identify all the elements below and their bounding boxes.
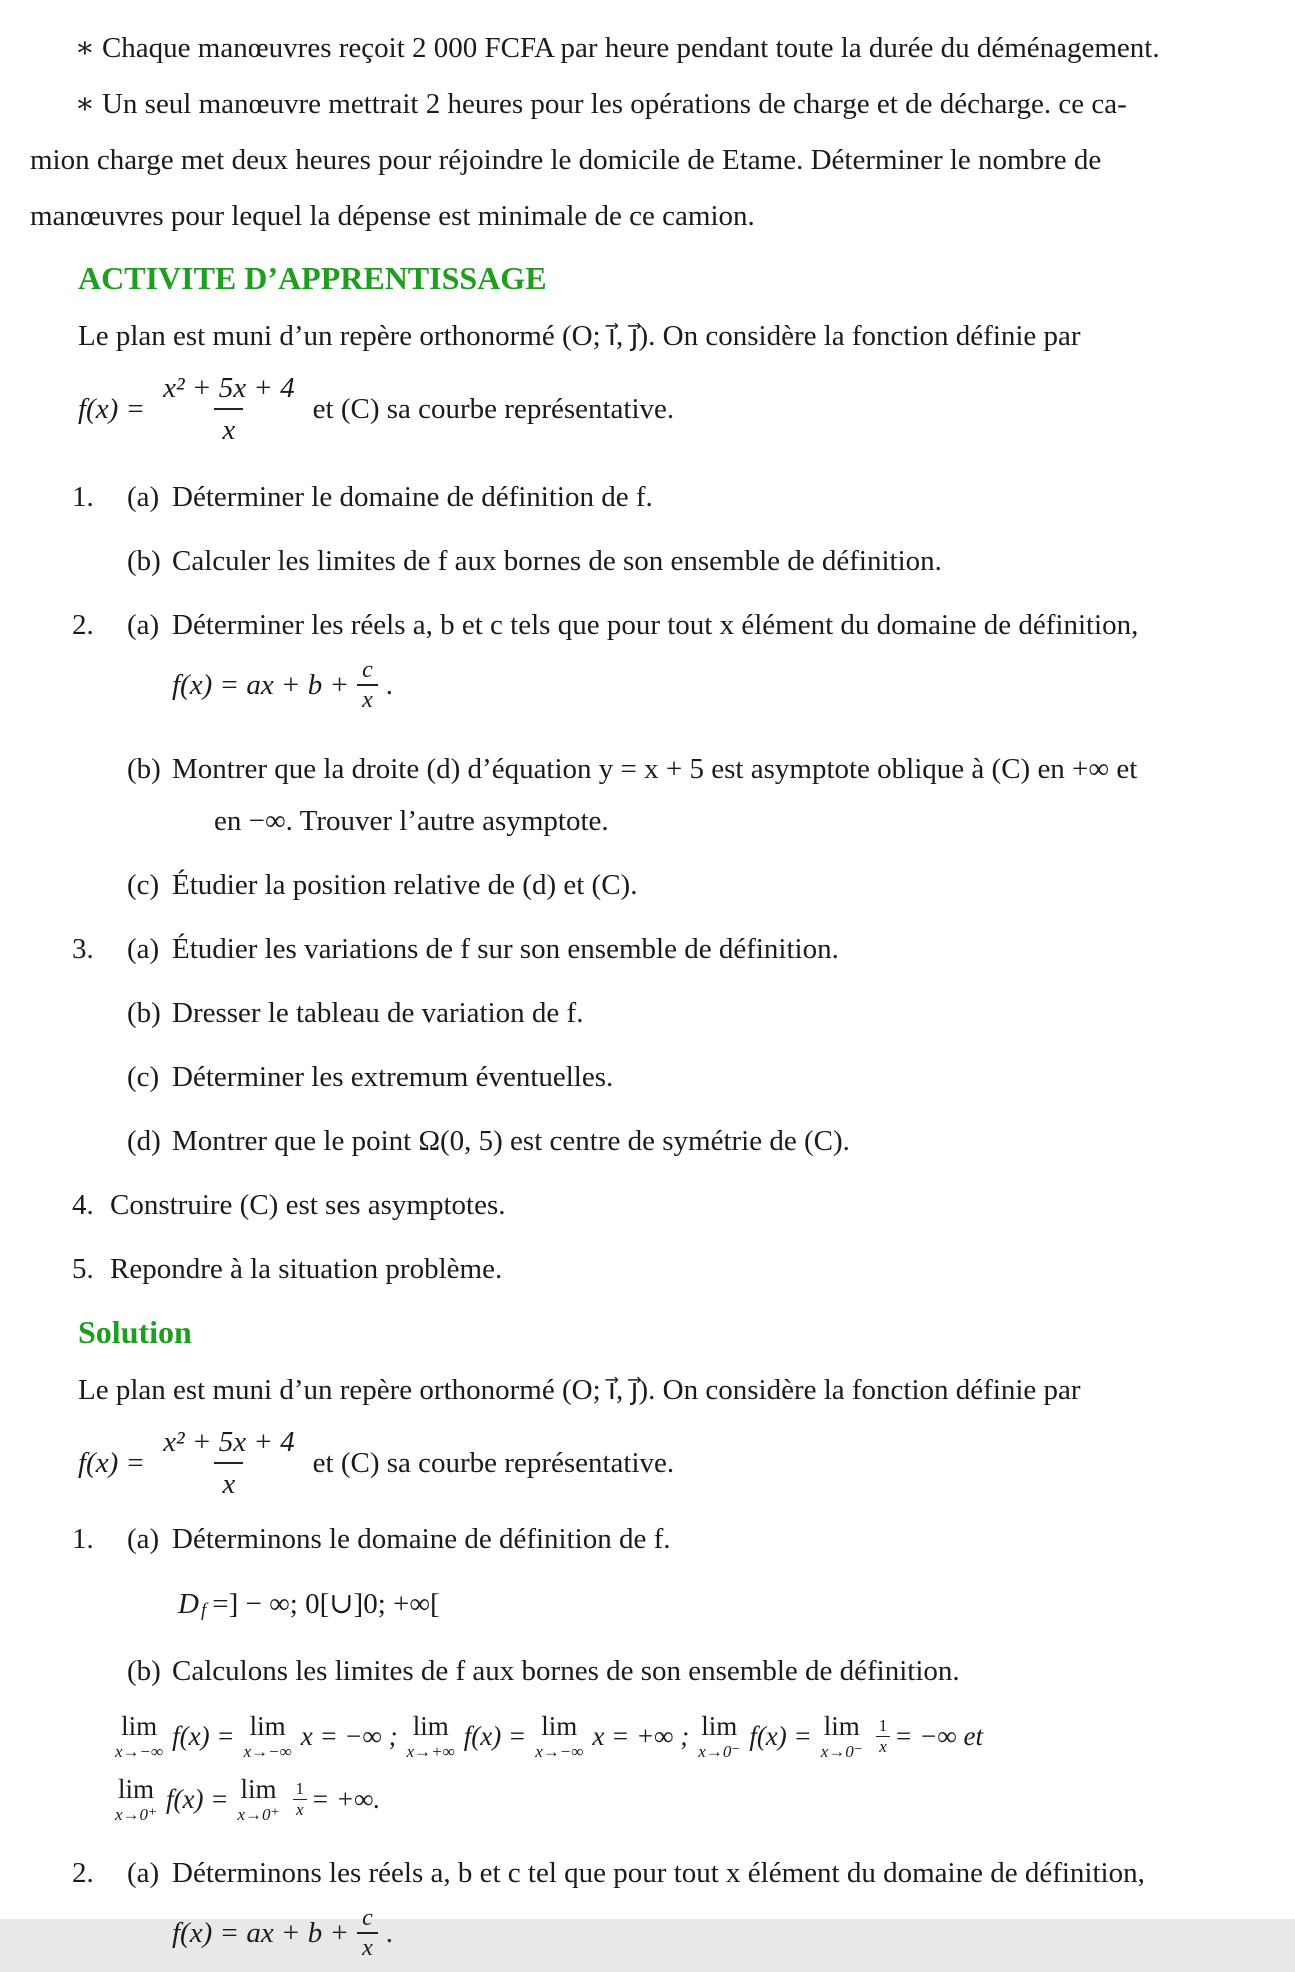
limit-operator: lim x→0⁻ (820, 1711, 863, 1761)
item-text: Déterminons le domaine de définition de f. (172, 1523, 671, 1555)
item-number: 2. (72, 1857, 94, 1889)
fx-numerator: x² + 5x + 4 (163, 1426, 295, 1458)
question-2c (72, 866, 1265, 904)
solution-2a-formula (172, 1894, 1265, 1972)
solution-fx-formula (78, 1420, 1265, 1506)
item-number (72, 542, 127, 580)
item-label: (c) (127, 1061, 160, 1093)
limit-expression: x = +∞ ; (592, 1721, 690, 1751)
formula-denominator: x (357, 1932, 378, 1961)
question-2b (72, 750, 1265, 788)
item-number: 5. (72, 1253, 94, 1285)
item-text: Étudier la position relative de (d) et (C). (172, 869, 638, 901)
item-label: (a) (127, 1857, 160, 1889)
limit-expression: f(x) = (749, 1721, 812, 1751)
activity-fx-formula (78, 366, 1265, 452)
item-number (72, 1652, 127, 1690)
bullet-line-2-cont: mion charge met deux heures pour réjoindre le domicile de Etame. Déterminer le nombre de (30, 144, 1102, 176)
solution-intro-line: Le plan est muni d’un repère orthonormé (O; i⃗, j⃗). On considère la fonction définie par (78, 1374, 1081, 1406)
limits-line-1 (115, 1712, 1265, 1761)
limit-operator: lim x→−∞ (243, 1711, 292, 1761)
limit-result: = −∞ et (894, 1721, 983, 1751)
item-text: Déterminons les réels a, b et c tel que pour tout x élément du domaine de définition, (172, 1857, 1145, 1889)
domain-subscript: f (200, 1600, 207, 1621)
item-number: 1. (72, 1523, 94, 1555)
question-1a (72, 478, 1265, 516)
bullet-line-2: ∗ Un seul manœuvre mettrait 2 heures pour les opérations de charge et de décharge. ce ca- (75, 88, 1127, 120)
formula-tail: . (385, 1916, 393, 1949)
activity-heading: ACTIVITE D’APPRENTISSAGE (78, 260, 547, 296)
question-5 (72, 1250, 1265, 1288)
formula-denominator: x (357, 684, 378, 713)
fx-lhs: f(x) = (78, 392, 146, 425)
one-over-x-fraction: $\frac{1}{x}$ (293, 1780, 308, 1819)
item-number: 1. (72, 481, 94, 513)
domain-definition-line (178, 1582, 1265, 1626)
limit-expression: f(x) = (463, 1721, 527, 1751)
item-text: Calculons les limites de f aux bornes de son ensemble de définition. (172, 1655, 960, 1687)
solution-1b (72, 1652, 1265, 1690)
formula-numerator: c (362, 657, 373, 683)
formula-fraction (357, 1905, 378, 1961)
question-3b (72, 994, 1265, 1032)
question-3c (72, 1058, 1265, 1096)
item-text: Déterminer les réels a, b et c tels que pour tout x élément du domaine de définition, (172, 609, 1139, 641)
item-number: 4. (72, 1189, 94, 1221)
item-text: Déterminer les extremum éventuelles. (172, 1061, 614, 1093)
fx-lhs: f(x) = (78, 1446, 146, 1479)
limit-operator: lim x→−∞ (115, 1711, 164, 1761)
item-number (72, 1058, 127, 1096)
one-over-x-fraction: $\frac{1}{x}$ (876, 1717, 891, 1756)
item-label: (a) (127, 1523, 160, 1555)
domain-symbol: D (178, 1588, 199, 1620)
item-text: Repondre à la situation problème. (110, 1253, 503, 1285)
question-2b-cont: en −∞. Trouver l’autre asymptote. (214, 805, 609, 837)
bullet-line-1: ∗ Chaque manœuvres reçoit 2 000 FCFA par heure pendant toute la durée du déménagement. (75, 32, 1160, 64)
limit-expression: x = −∞ ; (300, 1721, 398, 1751)
limit-operator: lim x→−∞ (535, 1711, 584, 1761)
question-3a (72, 930, 1265, 968)
limit-operator: lim x→0⁺ (115, 1774, 158, 1824)
fx-fraction (155, 370, 303, 448)
item-label: (d) (127, 1125, 161, 1157)
fx-fraction (155, 1424, 303, 1502)
question-3d (72, 1122, 1265, 1160)
item-label: (b) (127, 1655, 161, 1687)
item-number (72, 1122, 127, 1160)
formula-lhs: f(x) = ax + b + (172, 1916, 350, 1949)
item-label: (a) (127, 609, 160, 641)
item-number: 3. (72, 933, 94, 965)
item-text: Montrer que le point Ω(0, 5) est centre de symétrie de (C). (172, 1125, 850, 1157)
item-text: Construire (C) est ses asymptotes. (110, 1189, 506, 1221)
item-label: (b) (127, 997, 161, 1029)
fx-denominator: x (214, 408, 243, 448)
item-label: (b) (127, 753, 161, 785)
question-1b (72, 542, 1265, 580)
item-label: (b) (127, 545, 161, 577)
item-label: (c) (127, 869, 160, 901)
fx-denominator: x (214, 1462, 243, 1502)
domain-value: =] − ∞; 0[∪]0; +∞[ (212, 1588, 440, 1620)
item-label: (a) (127, 481, 160, 513)
formula-fraction (357, 657, 378, 713)
question-4 (72, 1186, 1265, 1224)
limits-line-2 (115, 1775, 1265, 1824)
limit-expression: f(x) = (172, 1721, 235, 1751)
item-number (72, 994, 127, 1032)
limit-operator: lim x→0⁻ (698, 1711, 741, 1761)
solution-1a (72, 1520, 1265, 1558)
item-text: Calculer les limites de f aux bornes de son ensemble de définition. (172, 545, 942, 577)
fx-tail: et (C) sa courbe représentative. (312, 1446, 675, 1479)
limit-operator: lim x→0⁺ (237, 1774, 280, 1824)
item-text: Dresser le tableau de variation de f. (172, 997, 584, 1029)
question-2a-formula (172, 646, 1265, 724)
item-number: 2. (72, 609, 94, 641)
limit-operator: lim x→+∞ (406, 1711, 455, 1761)
item-number (72, 866, 127, 904)
formula-lhs: f(x) = ax + b + (172, 668, 350, 701)
bullet-line-2-cont2: manœuvres pour lequel la dépense est minimale de ce camion. (30, 200, 755, 232)
limit-result: = +∞. (311, 1784, 381, 1814)
activity-intro-line: Le plan est muni d’un repère orthonormé (O; i⃗, j⃗). On considère la fonction définie par (78, 320, 1081, 352)
item-text: Déterminer le domaine de définition de f. (172, 481, 653, 513)
solution-heading: Solution (78, 1314, 192, 1350)
formula-numerator: c (362, 1905, 373, 1931)
fx-numerator: x² + 5x + 4 (163, 372, 295, 404)
item-text: Étudier les variations de f sur son ensemble de définition. (172, 933, 839, 965)
question-2a (72, 606, 1265, 644)
item-text: Montrer que la droite (d) d’équation y = x + 5 est asymptote oblique à (C) en +∞ et (172, 753, 1138, 785)
item-label: (a) (127, 933, 160, 965)
formula-tail: . (385, 668, 393, 701)
item-number (72, 750, 127, 788)
limit-expression: f(x) = (166, 1784, 229, 1814)
solution-2a (72, 1854, 1265, 1892)
fx-tail: et (C) sa courbe représentative. (312, 392, 675, 425)
